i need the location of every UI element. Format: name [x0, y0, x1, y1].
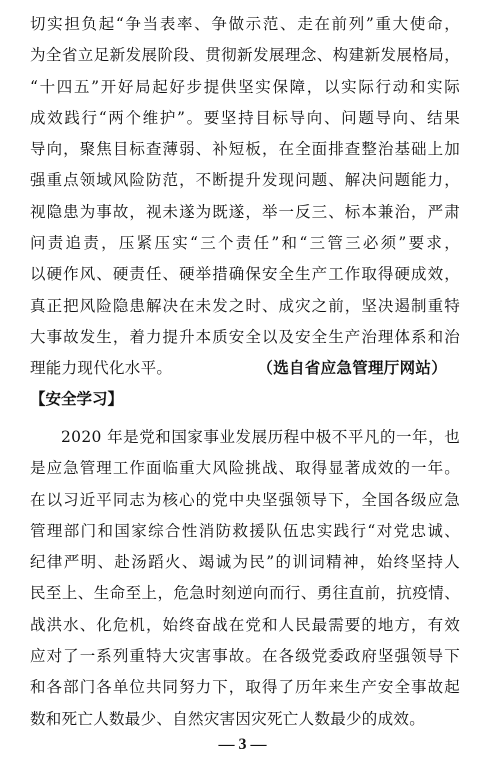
- text-line: 在以习近平同志为核心的党中央坚强领导下，全国各级应急: [30, 490, 460, 509]
- text-line: 纪律严明、赴汤蹈火、竭诚为民”的训词精神，始终坚持人: [30, 553, 460, 572]
- text-line: 应对了一系列重特大灾害事故。在各级党委政府坚强领导下: [30, 647, 460, 666]
- section-heading: 【安全学习】: [30, 390, 124, 408]
- source-attribution: （选自省应急管理厅网站）: [257, 358, 447, 377]
- text-line: 战洪水、化危机，始终奋战在党和人民最需要的地方，有效: [30, 615, 460, 634]
- text-line: 是应急管理工作面临重大风险挑战、取得显著成效的一年。: [30, 459, 460, 478]
- text-line: 数和死亡人数最少、自然灾害因灾死亡人数最少的成效。: [30, 709, 426, 728]
- text-line: 成效践行“两个维护”。要坚持目标导向、问题导向、结果: [30, 108, 460, 127]
- text-line: 民至上、生命至上，危急时刻逆向而行、勇往直前，抗疫情、: [30, 584, 460, 603]
- text-line: “十四五”开好局起好步提供坚实保障，以实际行动和实际: [30, 77, 460, 96]
- text-line: 管理部门和国家综合性消防救援队伍忠实践行“对党忠诚、: [30, 521, 460, 540]
- text-line: 强重点领域风险防范，不断提升发现问题、解决问题能力，: [30, 171, 460, 190]
- text-line: 为全省立足新发展阶段、贯彻新发展理念、构建新发展格局，: [30, 46, 460, 65]
- text-line: 大事故发生，着力提升本质安全以及安全生产治理体系和治: [30, 327, 460, 346]
- text-line: 问责追责，压紧压实“三个责任”和“三管三必须”要求，: [30, 234, 460, 253]
- text-line: 真正把风险隐患解决在未发之时、成灾之前，坚决遏制重特: [30, 296, 460, 315]
- text-line: 理能力现代化水平。: [30, 359, 173, 378]
- text-line: 2020 年是党和国家事业发展历程中极不平凡的一年，也: [61, 428, 460, 446]
- text-line: 导向，聚焦目标查薄弱、补短板，在全面排查整治基础上加: [30, 140, 460, 159]
- text-line: 切实担负起“争当表率、争做示范、走在前列”重大使命，: [30, 15, 460, 33]
- body-paragraph-2: [30, 422, 460, 735]
- text-line: 和各部门各单位共同努力下，取得了历年来生产安全事故起: [30, 678, 460, 697]
- page-number: — 3 —: [218, 736, 267, 753]
- text-line: 视隐患为事故，视未遂为既遂，举一反三、标本兼治，严肃: [30, 202, 460, 221]
- body-paragraph-1: [30, 9, 460, 385]
- text-line: 以硬作风、硬责任、硬举措确保安全生产工作取得硬成效，: [30, 265, 460, 284]
